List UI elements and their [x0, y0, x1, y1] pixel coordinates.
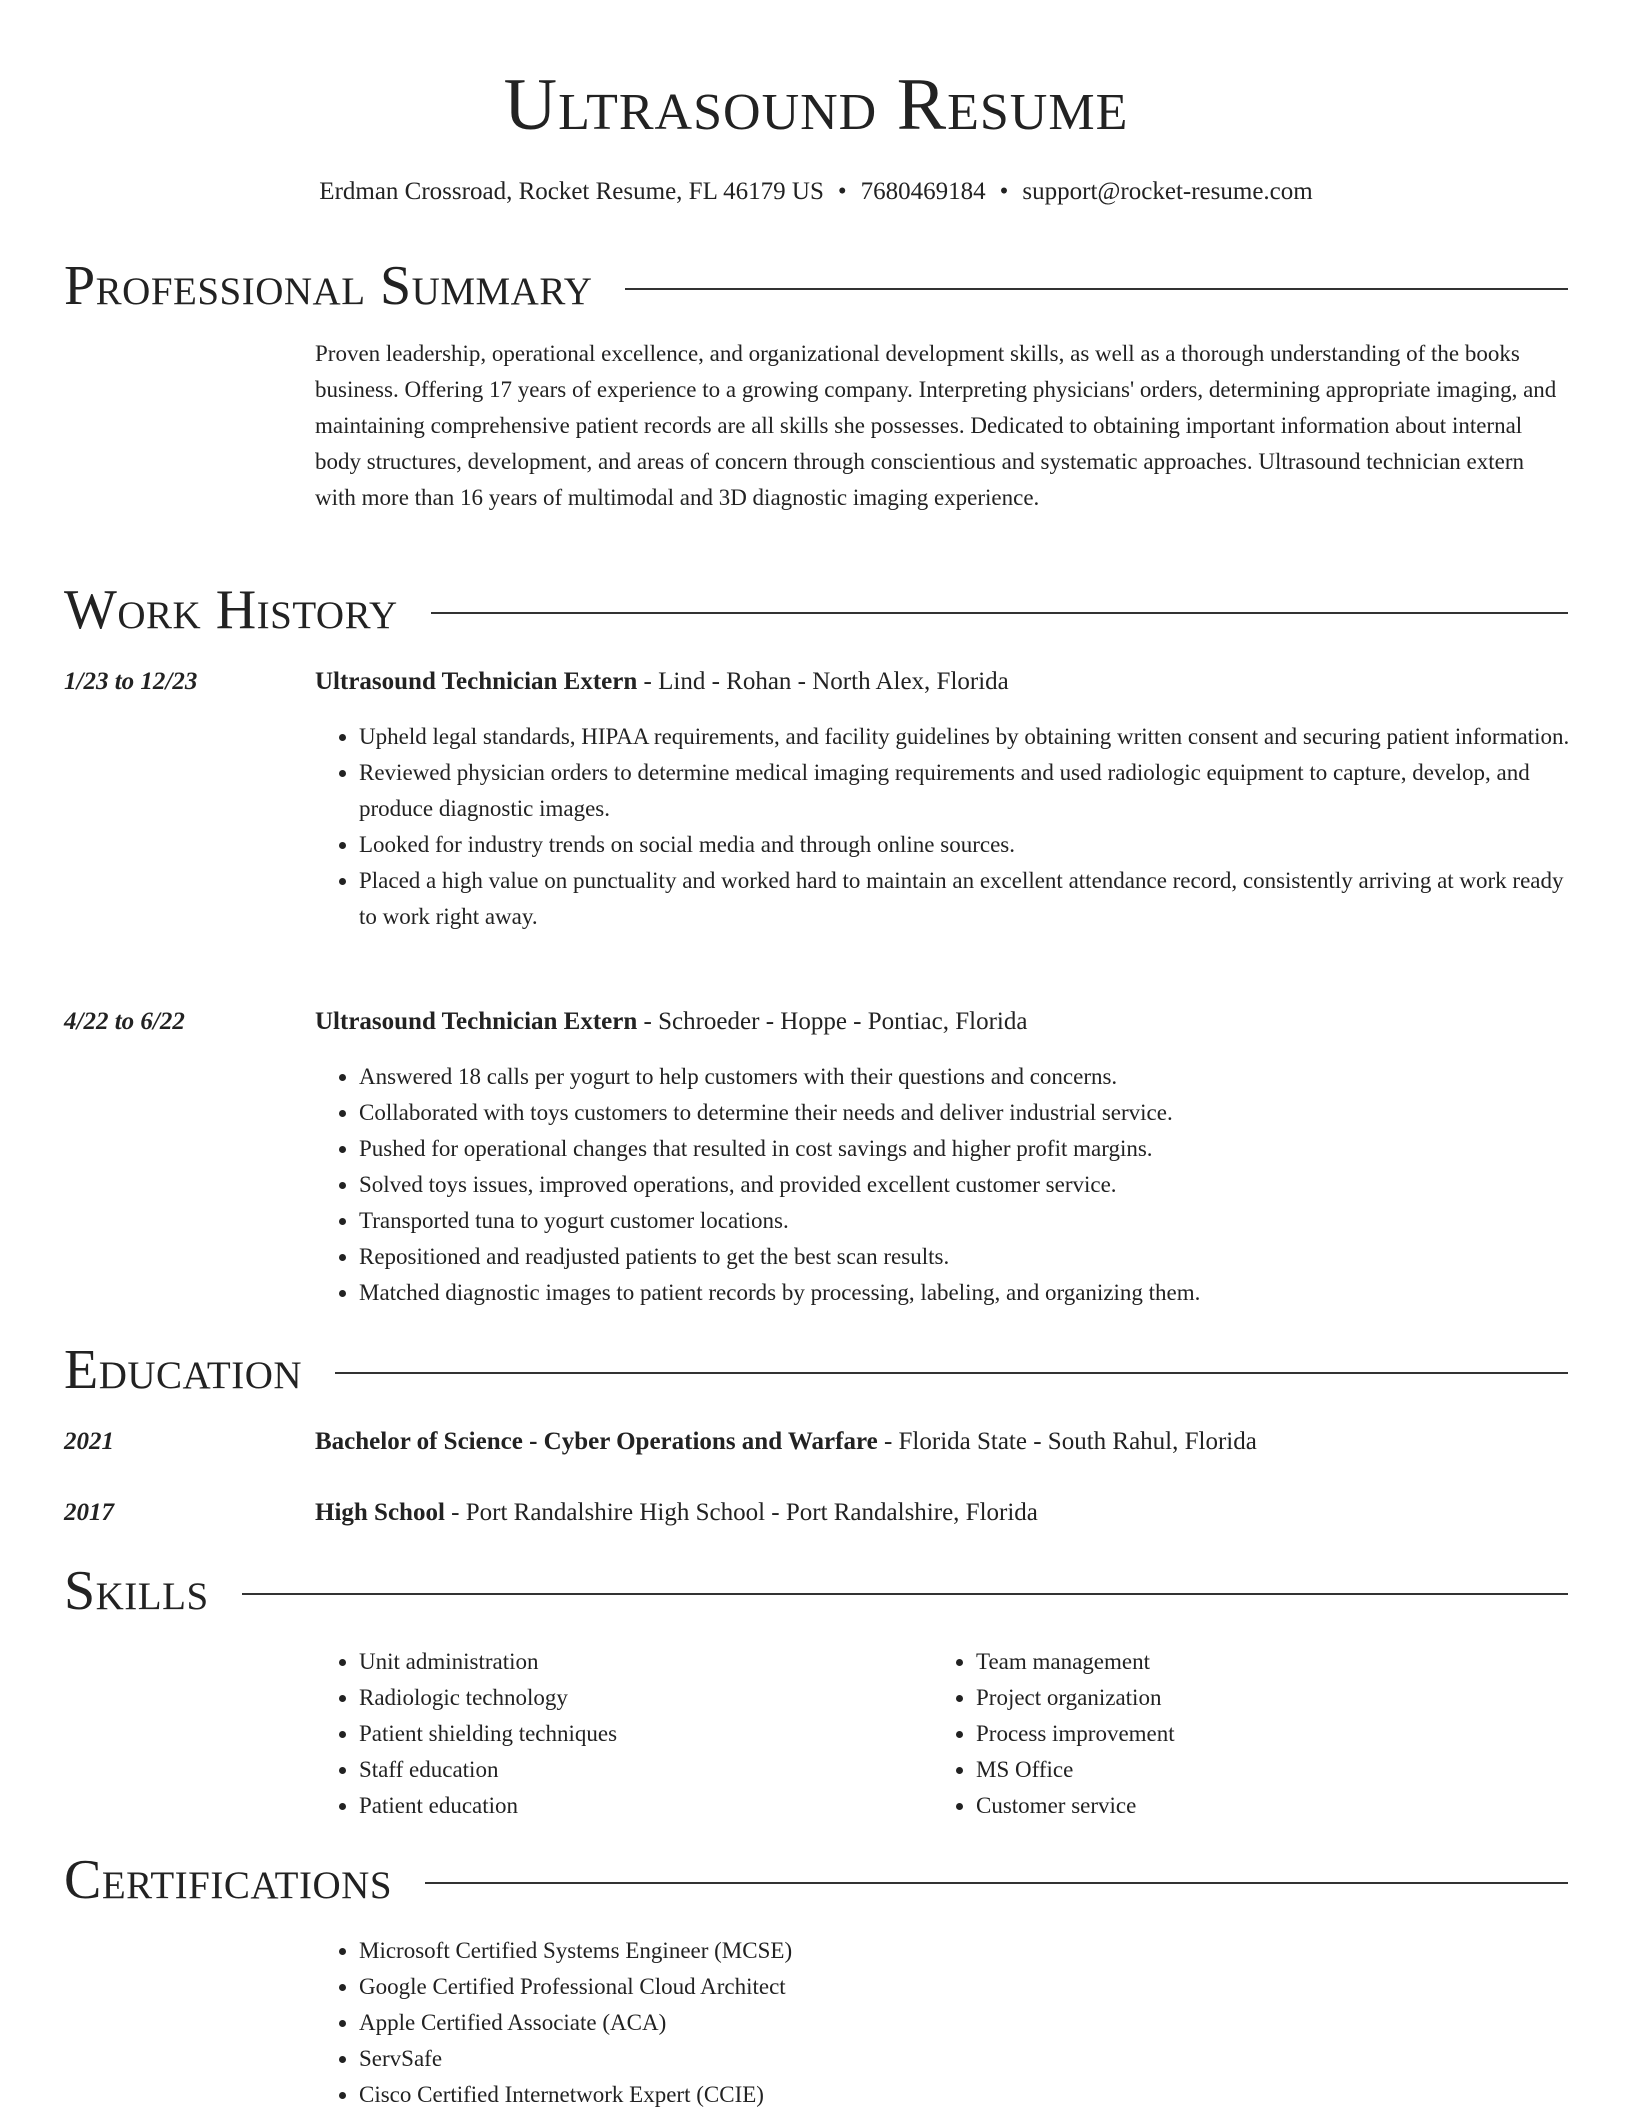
skill-item: • MS Office: [976, 1752, 1632, 1788]
section-header-education: [64, 1338, 1568, 1402]
skill-item: • Radiologic technology: [359, 1680, 1570, 1716]
contact-separator: •: [837, 178, 847, 205]
contact-line: [0, 175, 1632, 209]
contact-phone: 7680469184: [860, 178, 986, 205]
job-bullet-list: [315, 719, 1570, 935]
skills-list-right: [932, 1644, 1632, 1824]
job-title: Ultrasound Technician Extern: [315, 668, 638, 695]
job-heading: [315, 665, 1570, 699]
education-year: 2017: [64, 1499, 114, 1526]
certification-item: • Google Certified Professional Cloud Architect: [359, 1969, 1215, 2005]
job-dates: 4/22 to 6/22: [64, 1008, 185, 1035]
section-divider: [625, 288, 1568, 290]
certification-item: • Apple Certified Associate (ACA): [359, 2005, 1215, 2041]
list-item: • Repositioned and readjusted patients to get the best scan results.: [359, 1239, 1570, 1275]
education-details: - Port Randalshire High School - Port Randalshire, Florida: [444, 1499, 1038, 1526]
section-title-certifications: Certifications: [64, 1849, 393, 1911]
section-title-work: Work History: [64, 579, 398, 641]
list-item: • Pushed for operational changes that resulted in cost savings and higher profit margins.: [359, 1131, 1570, 1167]
skill-item: • Process improvement: [976, 1716, 1632, 1752]
job-bullet-list: [315, 1059, 1570, 1311]
certification-item: • ServSafe: [359, 2041, 1215, 2077]
job-details: - Lind - Rohan - North Alex, Florida: [637, 668, 1009, 695]
resume-title: Ultrasound Resume: [503, 64, 1129, 146]
section-header-work: [64, 578, 1568, 642]
list-item: • Transported tuna to yogurt customer locations.: [359, 1203, 1570, 1239]
section-title-summary: Professional Summary: [64, 255, 593, 317]
skill-item: • Unit administration: [359, 1644, 1570, 1680]
list-item: • Answered 18 calls per yogurt to help customers with their questions and concerns.: [359, 1059, 1570, 1095]
education-entry: [315, 1425, 1570, 1459]
skill-item: • Customer service: [976, 1788, 1632, 1824]
section-header-skills: [64, 1559, 1568, 1623]
section-divider: [431, 612, 1568, 614]
summary-text: Proven leadership, operational excellence, and organizational development skills, as well as a thorough understanding of the books business. Offering 17 years of experience to a growing company. Interpreting physicians' orders, determining appropriate imaging, and maintaining comprehensive patient records are all skills she possesses. Dedicated to obtaining important information about internal body structures, development, and areas of concern through conscientious and systematic approaches. Ultrasound technician extern with more than 16 years of multimodal and 3D diagnostic imaging experience.: [315, 341, 1557, 510]
certification-item: • Cisco Certified Internetwork Expert (CCIE): [359, 2077, 1215, 2113]
education-year: 2021: [64, 1428, 114, 1455]
section-divider: [335, 1372, 1568, 1374]
skill-item: • Team management: [976, 1644, 1632, 1680]
job-title: Ultrasound Technician Extern: [315, 1008, 638, 1035]
job-heading: [315, 1005, 1570, 1039]
section-header-summary: [64, 254, 1568, 318]
section-title-education: Education: [64, 1339, 303, 1401]
list-item: • Matched diagnostic images to patient records by processing, labeling, and organizing them.: [359, 1275, 1570, 1311]
contact-email: support@rocket-resume.com: [1022, 178, 1313, 205]
education-entry: [315, 1496, 1570, 1530]
certification-item: • Microsoft Certified Systems Engineer (MCSE): [359, 1933, 1215, 1969]
section-title-skills: Skills: [64, 1560, 209, 1622]
skill-item: • Project organization: [976, 1680, 1632, 1716]
contact-separator: •: [999, 178, 1009, 205]
contact-address: Erdman Crossroad, Rocket Resume, FL 46179 US: [319, 178, 824, 205]
list-item: • Collaborated with toys customers to determine their needs and deliver industrial service.: [359, 1095, 1570, 1131]
list-item: • Reviewed physician orders to determine medical imaging requirements and used radiologic equipment to capture, develop, and produce diagnostic images.: [359, 755, 1570, 827]
education-degree: High School: [315, 1499, 445, 1526]
section-divider: [242, 1593, 1568, 1595]
skill-item: • Patient education: [359, 1788, 1570, 1824]
certifications-list: [315, 1933, 1215, 2113]
list-item: • Solved toys issues, improved operations, and provided excellent customer service.: [359, 1167, 1570, 1203]
skill-item: • Staff education: [359, 1752, 1570, 1788]
education-details: - Florida State - South Rahul, Florida: [877, 1428, 1257, 1455]
list-item: • Upheld legal standards, HIPAA requirements, and facility guidelines by obtaining written consent and securing patient information.: [359, 719, 1570, 755]
job-dates: 1/23 to 12/23: [64, 668, 198, 695]
list-item: • Placed a high value on punctuality and worked hard to maintain an excellent attendance record, consistently arriving at work ready to work right away.: [359, 863, 1570, 935]
job-details: - Schroeder - Hoppe - Pontiac, Florida: [637, 1008, 1028, 1035]
section-header-certifications: [64, 1848, 1568, 1912]
section-divider: [425, 1882, 1568, 1884]
skill-item: • Patient shielding techniques: [359, 1716, 1570, 1752]
education-degree: Bachelor of Science - Cyber Operations and Warfare: [315, 1428, 878, 1455]
list-item: • Looked for industry trends on social media and through online sources.: [359, 827, 1570, 863]
